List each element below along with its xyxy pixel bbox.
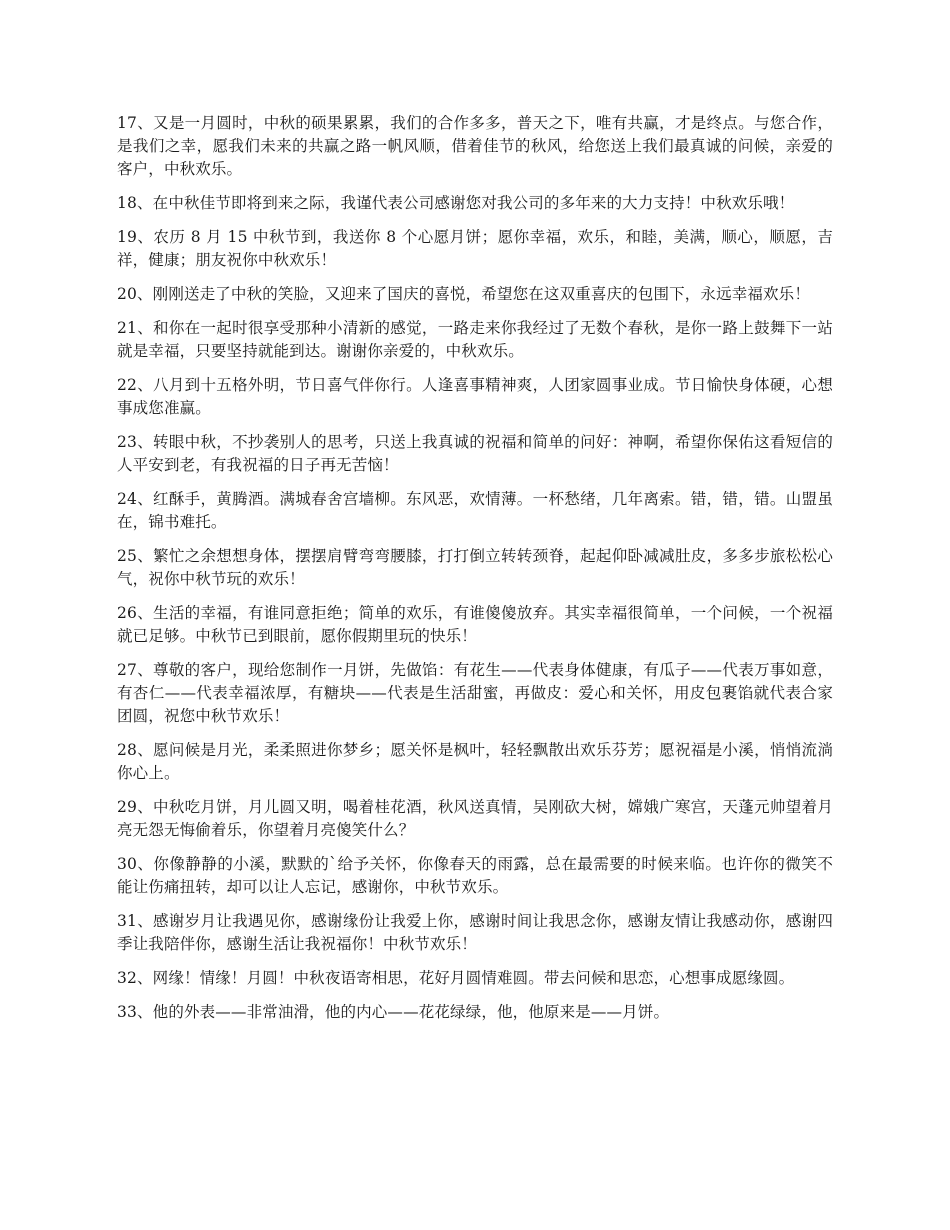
paragraph-32: 32、网缘！情缘！月圆！中秋夜语寄相思，花好月圆情难圆。带去问候和思恋，心想事成愿缘圆。 [117, 969, 795, 987]
paragraph-29: 29、中秋吃月饼，月儿圆又明，喝着桂花酒，秋风送真情，吴刚砍大树，嫦娥广寒宫，天蓬元帅望着月亮无怨无悔偷着乐，你望着月亮傻笑什么？ [117, 798, 833, 839]
paragraph-25: 25、繁忙之余想想身体，摆摆肩臂弯弯腰膝，打打倒立转转颈脊，起起仰卧减减肚皮，多多步旅松松心气，祝你中秋节玩的欢乐！ [117, 547, 833, 588]
paragraph-19: 19、农历 8 月 15 中秋节到，我送你 8 个心愿月饼；愿你幸福，欢乐，和睦，美满，顺心，顺愿，吉祥，健康；朋友祝你中秋欢乐！ [117, 228, 833, 269]
paragraph-24: 24、红酥手，黄腾酒。满城春舍宫墙柳。东风恶，欢情薄。一杯愁绪，几年离索。错，错，错。山盟虽在，锦书难托。 [117, 490, 833, 531]
paragraph-23: 23、转眼中秋，不抄袭别人的思考，只送上我真诚的祝福和简单的问好：神啊，希望你保佑这看短信的人平安到老，有我祝福的日子再无苦恼！ [117, 433, 833, 474]
document-body [117, 112, 833, 1035]
paragraph-18: 18、在中秋佳节即将到来之际，我谨代表公司感谢您对我公司的多年来的大力支持！中秋欢乐哦！ [117, 194, 795, 212]
paragraph-27: 27、尊敬的客户，现给您制作一月饼，先做馅：有花生——代表身体健康，有瓜子——代表万事如意，有杏仁——代表幸福浓厚，有糖块——代表是生活甜蜜，再做皮：爱心和关怀，用皮包裹馅就代表合家团圆，祝您中秋节欢乐！ [117, 661, 833, 725]
paragraph-31: 31、感谢岁月让我遇见你，感谢缘份让我爱上你，感谢时间让我思念你，感谢友情让我感动你，感谢四季让我陪伴你，感谢生活让我祝福你！中秋节欢乐！ [117, 912, 833, 953]
paragraph-28: 28、愿问候是月光，柔柔照进你梦乡；愿关怀是枫叶，轻轻飘散出欢乐芬芳；愿祝福是小溪，悄悄流淌你心上。 [117, 741, 833, 782]
paragraph-33: 33、他的外表——非常油滑，他的内心——花花绿绿，他，他原来是——月饼。 [117, 1003, 670, 1021]
paragraph-26: 26、生活的幸福，有谁同意拒绝；简单的欢乐，有谁傻傻放弃。其实幸福很简单，一个问候，一个祝福就已足够。中秋节已到眼前，愿你假期里玩的快乐！ [117, 604, 833, 645]
paragraph-21: 21、和你在一起时很享受那种小清新的感觉，一路走来你我经过了无数个春秋，是你一路上鼓舞下一站就是幸福，只要坚持就能到达。谢谢你亲爱的，中秋欢乐。 [117, 319, 833, 360]
paragraph-20: 20、刚刚送走了中秋的笑脸，又迎来了国庆的喜悦，希望您在这双重喜庆的包围下，永远幸福欢乐！ [117, 285, 810, 303]
paragraph-30: 30、你像静静的小溪，默默的`给予关怀，你像春天的雨露，总在最需要的时候来临。也许你的微笑不能让伤痛扭转，却可以让人忘记，感谢你，中秋节欢乐。 [117, 855, 833, 896]
paragraph-17: 17、又是一月圆时，中秋的硕果累累，我们的合作多多，普天之下，唯有共赢，才是终点。与您合作，是我们之幸，愿我们未来的共赢之路一帆风顺，借着佳节的秋风，给您送上我们最真诚的问候，亲爱的客户，中秋欢乐。 [117, 114, 833, 178]
paragraph-22: 22、八月到十五格外明，节日喜气伴你行。人逢喜事精神爽，人团家圆事业成。节日愉快身体硬，心想事成您准赢。 [117, 376, 833, 417]
